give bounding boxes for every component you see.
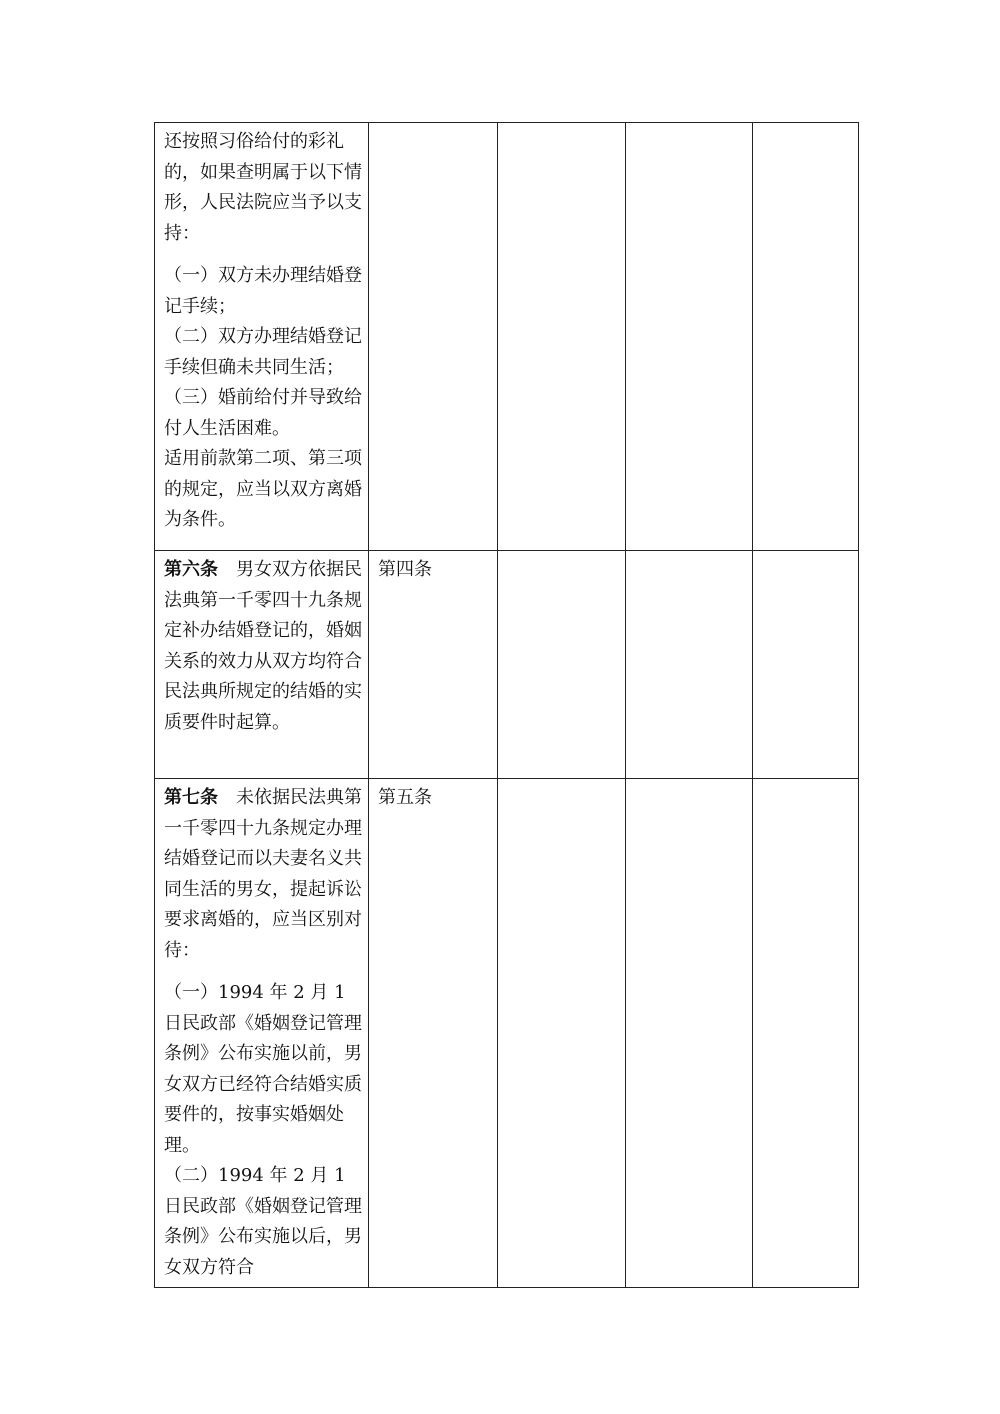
article-text: 未依据民法典第一千零四十九条规定办理结婚登记而以夫妻名义共同生活的男女，提起诉讼要求离婚的，应当区别对待：	[164, 787, 362, 961]
empty-cell	[498, 779, 626, 1288]
empty-cell	[626, 551, 753, 779]
article-text: 男女双方依据民法典第一千零四十九条规定补办结婚登记的，婚姻关系的效力从双方均符合民法典所规定的结婚的实质要件时起算。	[164, 559, 362, 733]
table-row	[155, 779, 859, 1288]
table-row	[155, 551, 859, 779]
empty-cell	[753, 551, 859, 779]
empty-cell	[498, 123, 626, 551]
provision-paragraph: 还按照习俗给付的彩礼的，如果查明属于以下情形，人民法院应当予以支持：	[164, 131, 362, 244]
empty-cell	[753, 123, 859, 551]
provision-paragraph: 适用前款第二项、第三项的规定，应当以双方离婚为条件。	[164, 448, 362, 530]
provision-item: （一）双方未办理结婚登记手续；	[164, 265, 362, 317]
provision-cell	[155, 779, 369, 1288]
comparison-table	[154, 122, 859, 1288]
table-row	[155, 123, 859, 551]
empty-cell	[753, 779, 859, 1288]
empty-cell	[626, 123, 753, 551]
empty-cell	[498, 551, 626, 779]
empty-cell	[626, 779, 753, 1288]
article-number: 第七条	[164, 787, 218, 808]
reference-cell: 第五条	[369, 779, 498, 1288]
provision-item: （三）婚前给付并导致给付人生活困难。	[164, 387, 362, 439]
provision-item: （一）1994 年 2 月 1 日民政部《婚姻登记管理条例》公布实施以前，男女双方已经符合结婚实质要件的，按事实婚姻处理。	[164, 982, 362, 1156]
provision-cell	[155, 123, 369, 551]
reference-cell	[369, 123, 498, 551]
provision-item: （二）双方办理结婚登记手续但确未共同生活；	[164, 326, 362, 378]
article-number: 第六条	[164, 559, 218, 580]
reference-cell: 第四条	[369, 551, 498, 779]
provision-item: （二）1994 年 2 月 1 日民政部《婚姻登记管理条例》公布实施以后，男女双方符合	[164, 1165, 362, 1278]
provision-cell	[155, 551, 369, 779]
